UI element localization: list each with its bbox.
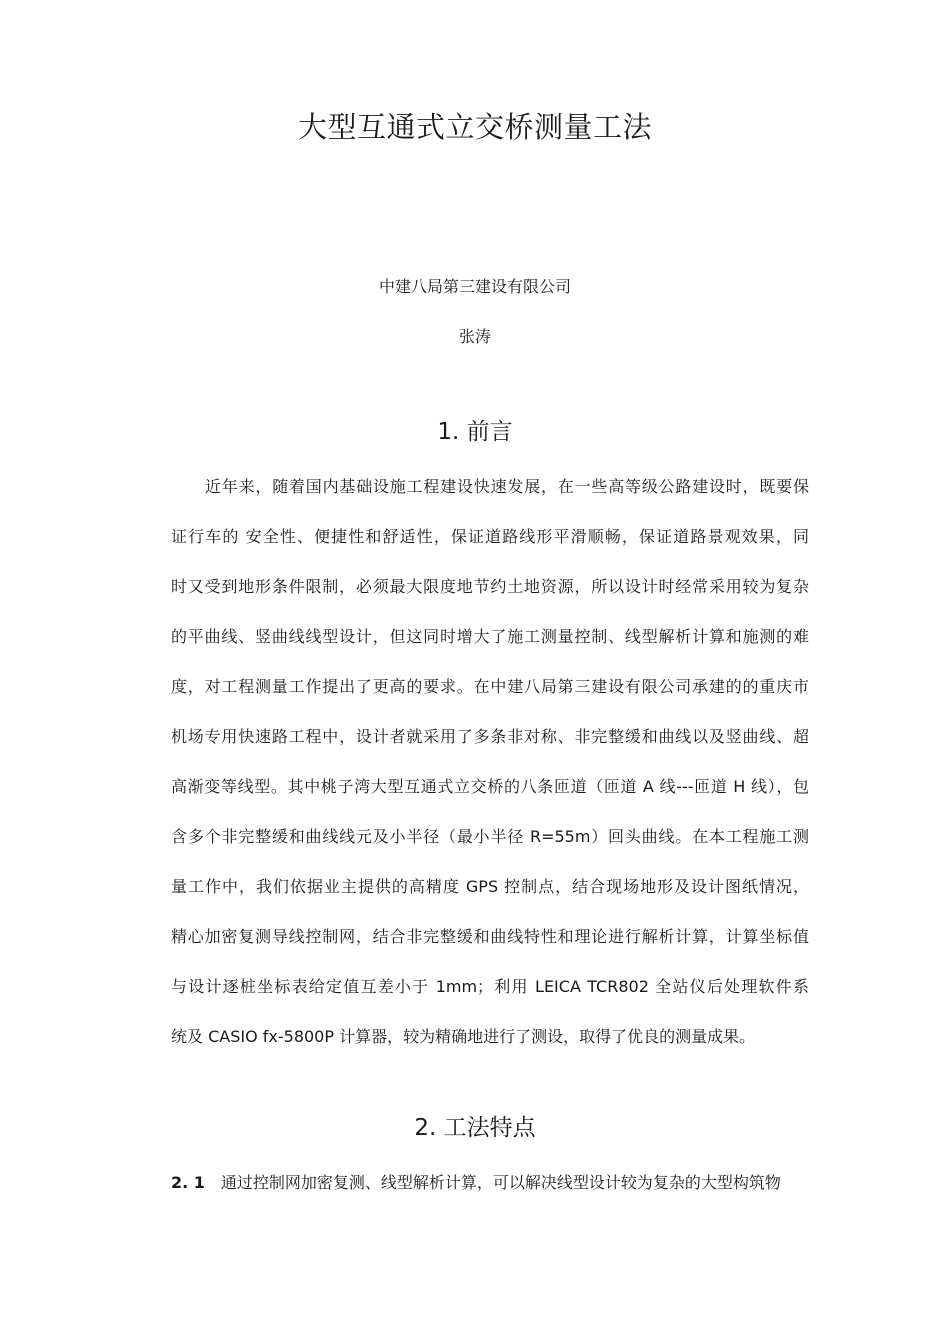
section-heading-preface: 1. 前言	[437, 419, 513, 445]
paragraph-line: 含多个非完整缓和曲线线元及小半径（最小半径 R=55m）回头曲线。在本工程施工测	[171, 827, 809, 846]
paragraph-line: 与设计逐桩坐标表给定值互差小于 1mm；利用 LEICA TCR802 全站仪后处理软件系	[171, 977, 809, 996]
paragraph-line: 近年来，随着国内基础设施工程建设快速发展，在一些高等级公路建设时，既要保	[205, 477, 809, 496]
paragraph-line: 的平曲线、竖曲线线型设计，但这同时增大了施工测量控制、线型解析计算和施测的难	[171, 627, 809, 646]
paragraph-line: 统及 CASIO fx-5800P 计算器，较为精确地进行了测设，取得了优良的测量成果。	[171, 1027, 756, 1046]
paragraph-line: 度，对工程测量工作提出了更高的要求。在中建八局第三建设有限公司承建的的重庆市	[171, 677, 809, 696]
author-name: 张涛	[458, 327, 491, 346]
item-text: 通过控制网加密复测、线型解析计算，可以解决线型设计较为复杂的大型构筑物	[220, 1173, 781, 1192]
feature-item	[171, 1158, 809, 1208]
paragraph-line: 证行车的 安全性、便捷性和舒适性，保证道路线形平滑顺畅，保证道路景观效果，同	[171, 527, 809, 546]
paragraph-line: 精心加密复测导线控制网，结合非完整缓和曲线特性和理论进行解析计算，计算坐标值	[171, 927, 809, 946]
organization-name: 中建八局第三建设有限公司	[378, 277, 571, 296]
paragraph-line: 时又受到地形条件限制，必须最大限度地节约土地资源，所以设计时经常采用较为复杂	[171, 577, 809, 596]
paragraph-line: 量工作中，我们依据业主提供的高精度 GPS 控制点，结合现场地形及设计图纸情况，	[171, 877, 809, 896]
paragraph-line: 高渐变等线型。其中桃子湾大型互通式立交桥的八条匝道（匝道 A 线---匝道 H 线），包	[171, 777, 809, 796]
document-title: 大型互通式立交桥测量工法	[297, 110, 652, 144]
paragraph-line: 机场专用快速路工程中，设计者就采用了多条非对称、非完整缓和曲线以及竖曲线、超	[171, 727, 809, 746]
item-number: 2. 1	[171, 1173, 205, 1192]
preface-paragraph	[171, 462, 809, 1062]
section-heading-features: 2. 工法特点	[414, 1115, 536, 1141]
